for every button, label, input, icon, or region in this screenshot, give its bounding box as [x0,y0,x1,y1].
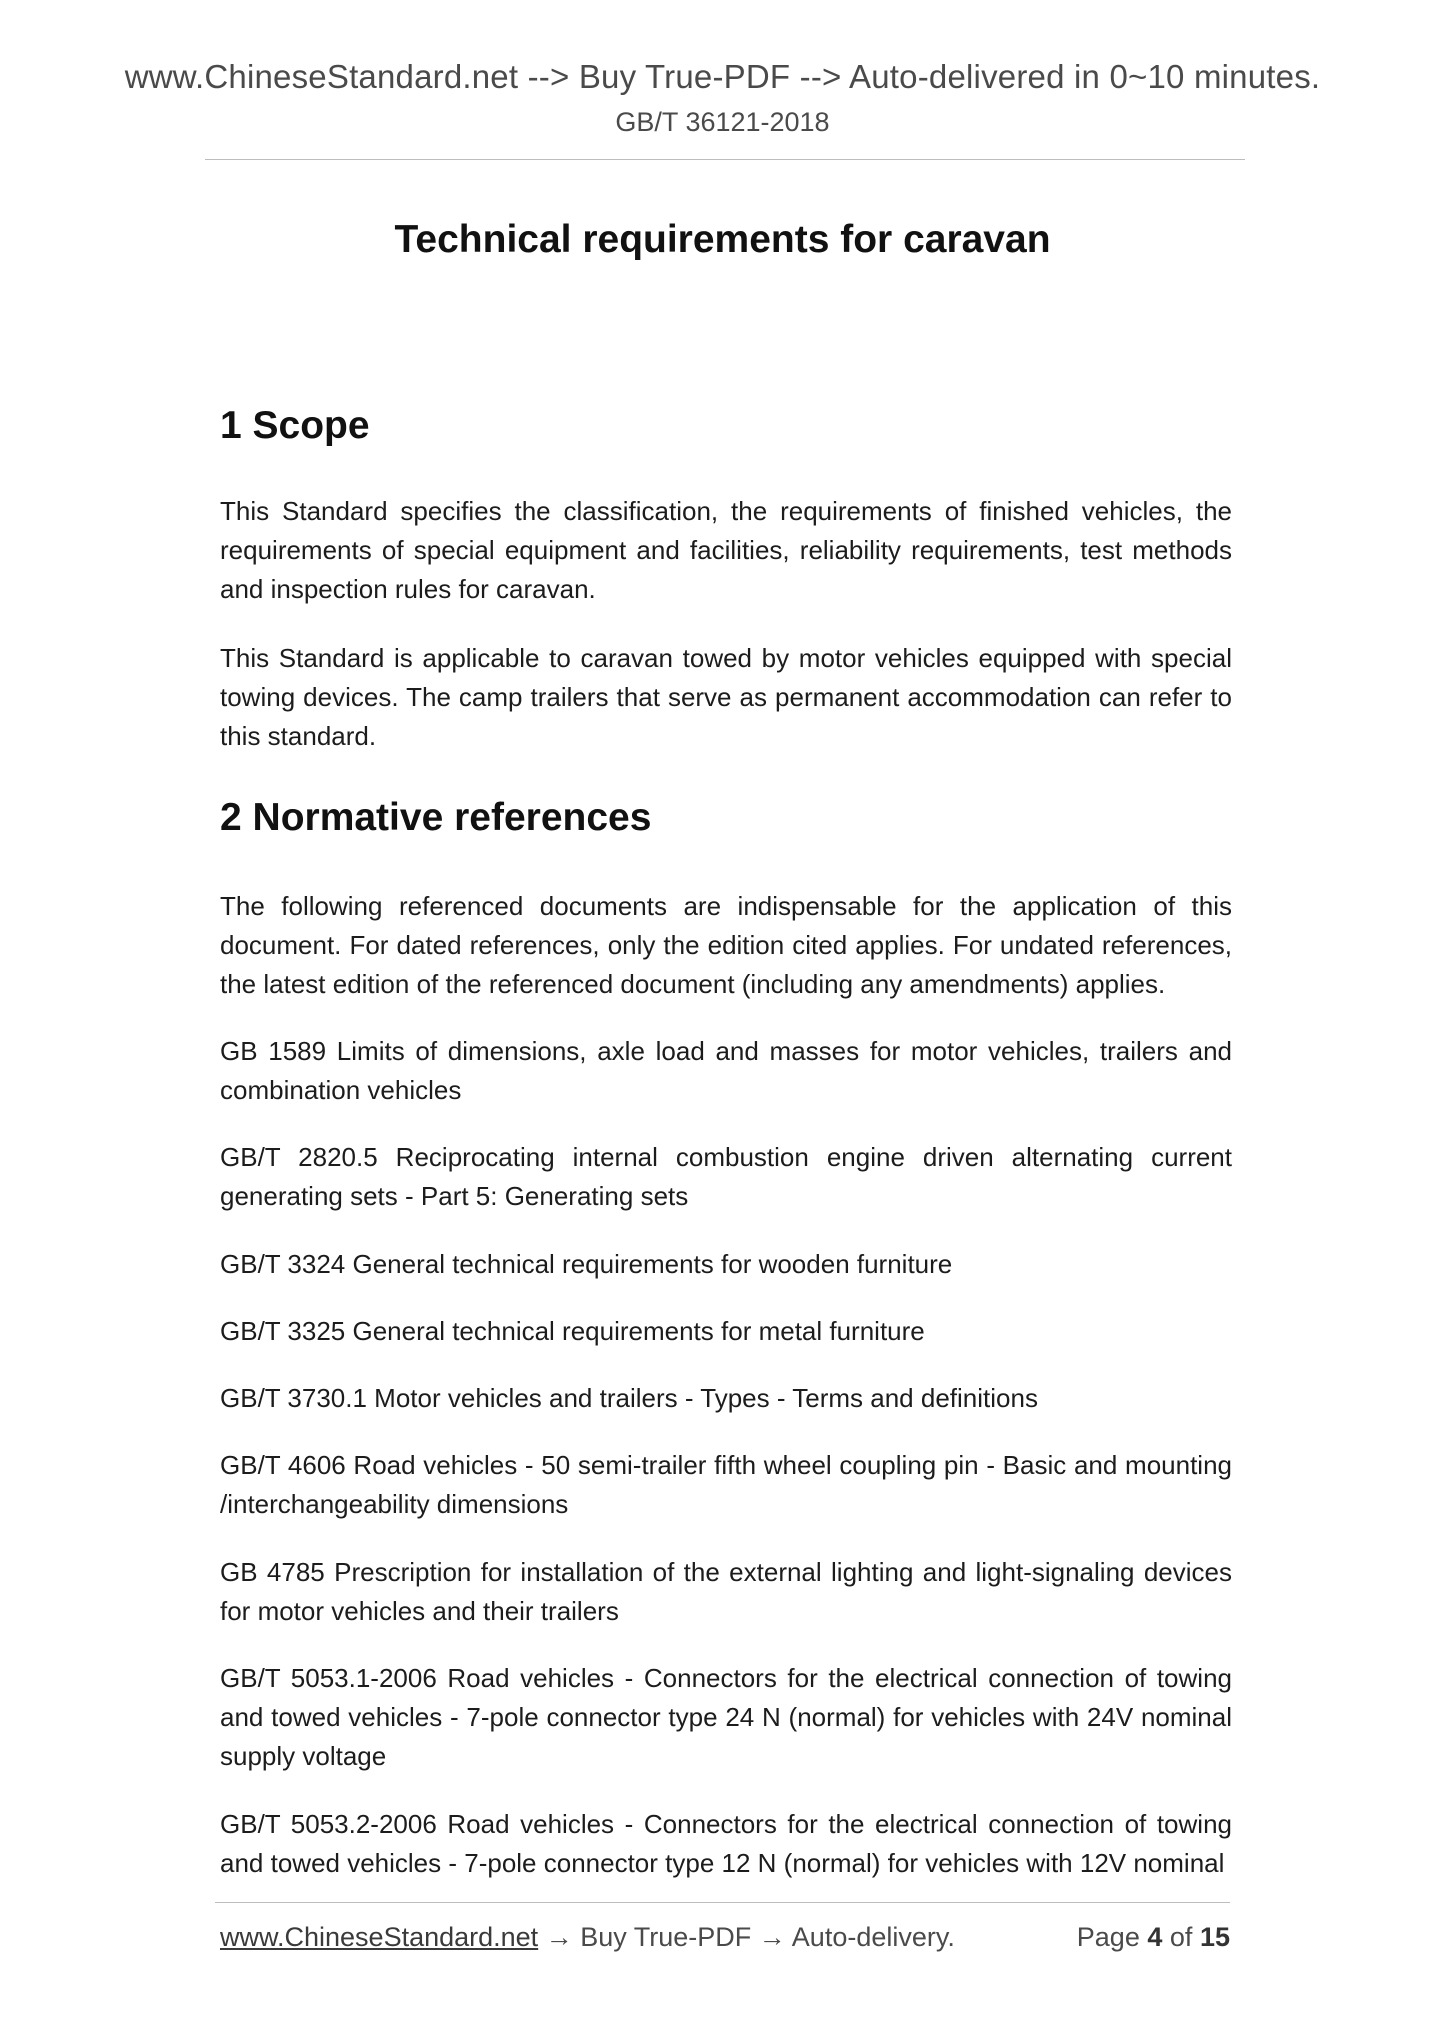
reference-gbt-3730-1 [220,1379,1232,1418]
arrow-right-icon: → [545,1922,573,1952]
total-pages: 15 [1199,1922,1230,1952]
page-indicator [1077,1922,1230,1953]
reference-entry: GB 1589 Limits of dimensions, axle load and masses for motor vehicles, trailers and combination vehicles [220,1036,1232,1105]
reference-entry: GB/T 4606 Road vehicles - 50 semi-trailer fifth wheel coupling pin - Basic and mounting /interchangeability dimensions [220,1450,1232,1519]
footer-site-link[interactable]: www.ChineseStandard.net [220,1922,539,1952]
reference-entry: GB/T 3730.1 Motor vehicles and trailers - Types - Terms and definitions [220,1383,1038,1413]
of-label: of [1169,1922,1193,1952]
reference-gbt-3324 [220,1245,1232,1284]
page-number: 4 [1147,1922,1163,1952]
page-footer [220,1922,1230,1962]
scope-paragraph-1 [220,492,1232,609]
paragraph: This Standard is applicable to caravan towed by motor vehicles equipped with special towing devices. The camp trailers that serve as permanent accommodation can refer to this standard. [220,643,1232,751]
footer-promo [220,1922,955,1953]
reference-entry: GB/T 2820.5 Reciprocating internal combustion engine driven alternating current generating sets - Part 5: Generating sets [220,1142,1232,1211]
section-heading-scope: 1 Scope [220,404,370,447]
section-1-heading-block [220,404,1232,448]
normative-intro-paragraph [220,887,1232,1004]
header-divider [205,159,1245,160]
arrow-right-icon: → [758,1922,786,1952]
reference-gb-1589 [220,1032,1232,1110]
reference-gbt-4606 [220,1446,1232,1524]
reference-gbt-2820-5 [220,1138,1232,1216]
footer-divider [215,1902,1230,1903]
reference-entry: GB/T 5053.2-2006 Road vehicles - Connectors for the electrical connection of towing and towed vehicles - 7-pole connector type 12 N (normal) for vehicles with 12V nominal [220,1809,1232,1878]
paragraph: The following referenced documents are indispensable for the application of this document. For dated references, only the edition cited applies. For undated references, the latest edition of the referenced document (including any amendments) applies. [220,891,1232,999]
reference-entry: GB/T 5053.1-2006 Road vehicles - Connectors for the electrical connection of towing and towed vehicles - 7-pole connector type 24 N (normal) for vehicles with 24V nominal supply voltage [220,1663,1232,1771]
page-label: Page [1076,1922,1140,1952]
section-2-heading-block [220,796,1232,840]
reference-gbt-5053-2 [220,1805,1232,1883]
header-banner: www.ChineseStandard.net --> Buy True-PDF --> Auto-delivered in 0~10 minutes. [124,58,1321,95]
document-title: Technical requirements for caravan [394,218,1051,261]
reference-gbt-5053-1 [220,1659,1232,1776]
reference-gbt-3325 [220,1312,1232,1351]
paragraph: This Standard specifies the classification, the requirements of finished vehicles, the requirements of special equipment and facilities, reliability requirements, test methods and inspection rules for caravan. [220,496,1232,604]
scope-paragraph-2 [220,639,1232,756]
reference-entry: GB/T 3325 General technical requirements for metal furniture [220,1316,925,1346]
reference-entry: GB/T 3324 General technical requirements for wooden furniture [220,1249,953,1279]
reference-entry: GB 4785 Prescription for installation of the external lighting and light-signaling devices for motor vehicles and their trailers [220,1557,1232,1626]
standard-code: GB/T 36121-2018 [615,107,830,137]
footer-buy-text: Buy True-PDF [580,1922,752,1952]
reference-gb-4785 [220,1553,1232,1631]
section-heading-normative-references: 2 Normative references [220,796,652,839]
footer-delivery-text: Auto-delivery. [791,1922,955,1952]
